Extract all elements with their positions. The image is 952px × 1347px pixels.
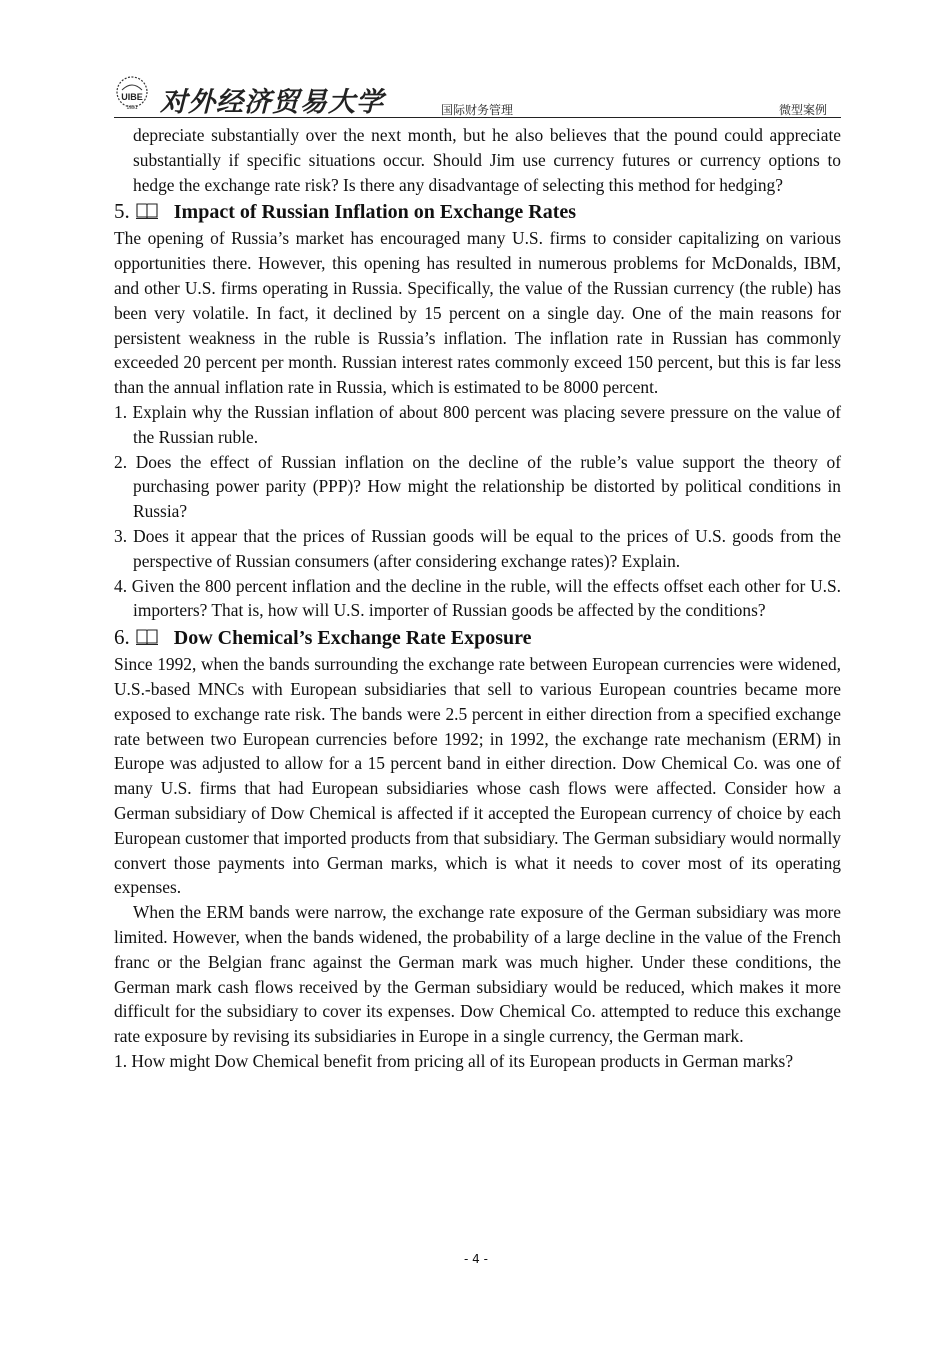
question-item: 1. How might Dow Chemical benefit from pricing all of its European products in German marks? (114, 1050, 794, 1071)
svg-text:1951: 1951 (126, 105, 138, 111)
section-6-paragraph-2: When the ERM bands were narrow, the exchange rate exposure of the German subsidiary was more limited. However, when the bands widened, the probability of a large decline in the value of the French franc or the Belgian franc against the German mark was much higher. Under these conditions, the German mark cash flows received by the German subsidiary would be reduced, which makes it more difficult for the subsidiary to cover its expenses. Dow Chemical Co. attempted to reduce this exchange rate exposure by revising its subsidiaries in Europe in a single currency, the German mark. (114, 902, 841, 1047)
section-6-paragraph-1: Since 1992, when the bands surrounding the exchange rate between European currencies were widened, U.S.-based MNCs with European subsidiaries that sell to various European countries became more exposed to exchange rate risk. The bands were 2.5 percent in either direction from a specified exchange rate between two European currencies before 1992; in 1992, the exchange rate mechanism (ERM) in Europe was adjusted to allow for a 15 percent band in either direction. Dow Chemical Co. was one of many U.S. firms that had European subsidiaries whose cash flows were affected. Consider how a German subsidiary of Dow Chemical is affected if it accepted the European currency of choice by each European customer that imported products from that subsidiary. The German subsidiary would normally convert those payments into German marks, which is what it needs to cover most of its operating expenses. (114, 654, 841, 898)
header-rule (114, 117, 841, 118)
section-5-title: Impact of Russian Inflation on Exchange Rates (173, 201, 577, 224)
doc-type: 微型案例 (778, 103, 827, 117)
svg-text:UIBE: UIBE (121, 92, 143, 102)
section-5-paragraph: The opening of Russia’s market has encouraged many U.S. firms to consider capitalizing on various opportunities there. However, this opening has resulted in numerous problems for McDonalds, IBM, and other U.S. firms operating in Russia. Specifically, the value of the Russian currency (the ruble) has been very volatile. In fact, it declined by 15 percent on a single day. One of the main reasons for persistent weakness in the ruble is Russia’s inflation. The inflation rate in Russian has commonly exceeded 20 percent per month. Russian interest rates commonly exceed 150 percent, but this is far less than the annual inflation rate in Russia, which is estimated to be 8000 percent. (114, 228, 841, 398)
section-6-title: Dow Chemical’s Exchange Rate Exposure (173, 627, 532, 650)
course-title: 国际财务管理 (441, 103, 514, 117)
continuation-paragraph: depreciate substantially over the next month, but he also believes that the pound could appreciate substantially if specific situations occur. Should Jim use currency futures or currency options to hedge the exchange rate risk? Is there any disadvantage of selecting this method for hedging? (133, 125, 841, 195)
question-item: 2. Does the effect of Russian inflation on the decline of the ruble’s value support the theory of purchasing power parity (PPP)? How might the relationship be distorted by political conditions in Russia? (114, 451, 841, 522)
question-item: 4. Given the 800 percent inflation and the decline in the ruble, will the effects offset each other for U.S. importers? That is, how will U.S. importer of Russian goods be affected by the conditions? (114, 575, 841, 621)
section-6-number: 6. (114, 625, 130, 650)
page-body (114, 123, 841, 1074)
section-6-heading (114, 623, 841, 652)
page-header (114, 70, 841, 120)
book-icon (136, 628, 158, 646)
section-5-number: 5. (114, 199, 130, 224)
book-icon (136, 202, 158, 220)
question-item: 1. Explain why the Russian inflation of about 800 percent was placing severe pressure on the value of the Russian ruble. (114, 401, 841, 447)
page-number: - 4 - (464, 1252, 488, 1266)
question-item: 3. Does it appear that the prices of Russian goods will be equal to the prices of U.S. goods from the perspective of Russian consumers (after considering exchange rates)? Explain. (114, 525, 841, 571)
section-5-heading (114, 197, 841, 226)
university-name: 对外经济贸易大学 (160, 87, 384, 118)
university-logo-icon (114, 76, 150, 112)
